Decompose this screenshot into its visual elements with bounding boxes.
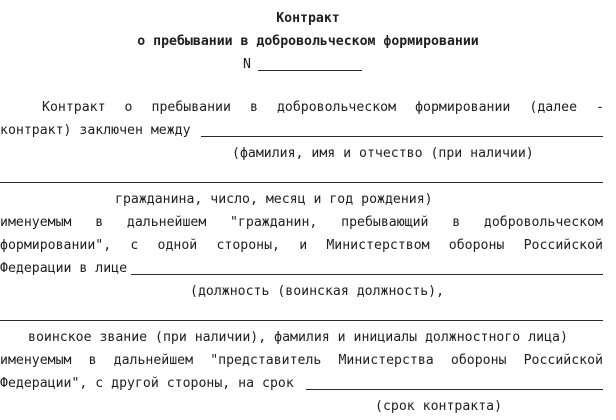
- term-blank-line: [306, 389, 603, 390]
- paragraph-line-6: формировании", с одной стороны, и Министерством обороны Российской: [0, 238, 603, 253]
- document-subtitle: о пребывании в добровольческом формировании: [137, 34, 479, 49]
- paragraph-line-7: Федерации в лице: [0, 261, 128, 276]
- fio-blank-line-2: [0, 182, 603, 183]
- official-blank-line-1: [131, 274, 603, 275]
- paragraph-line-10: именуемым в дальнейшем "представитель Министерства обороны Российской: [0, 353, 603, 368]
- number-label: N: [243, 57, 251, 72]
- paragraph-line-2: контракт) заключен между: [0, 123, 191, 138]
- paragraph-line-11: Федерации", с другой стороны, на срок: [0, 376, 294, 391]
- paragraph-line-5: именуемым в дальнейшем "гражданин, пребывающий в добровольческом: [0, 215, 603, 230]
- number-blank-line: [258, 70, 362, 71]
- caption-fio: (фамилия, имя и отчество (при наличии): [232, 146, 534, 161]
- caption-rank: воинское звание (при наличии), фамилия и инициалы должностного лица): [28, 330, 568, 345]
- caption-term: (срок контракта): [375, 399, 503, 414]
- fio-blank-line-1: [201, 136, 603, 137]
- caption-position: (должность (воинская должность),: [190, 284, 445, 299]
- document-title: Контракт: [276, 11, 340, 26]
- caption-birth: гражданина, число, месяц и год рождения): [115, 192, 433, 207]
- paragraph-line-1: Контракт о пребывании в добровольческом формировании (далее -: [42, 100, 604, 115]
- official-blank-line-2: [0, 320, 603, 321]
